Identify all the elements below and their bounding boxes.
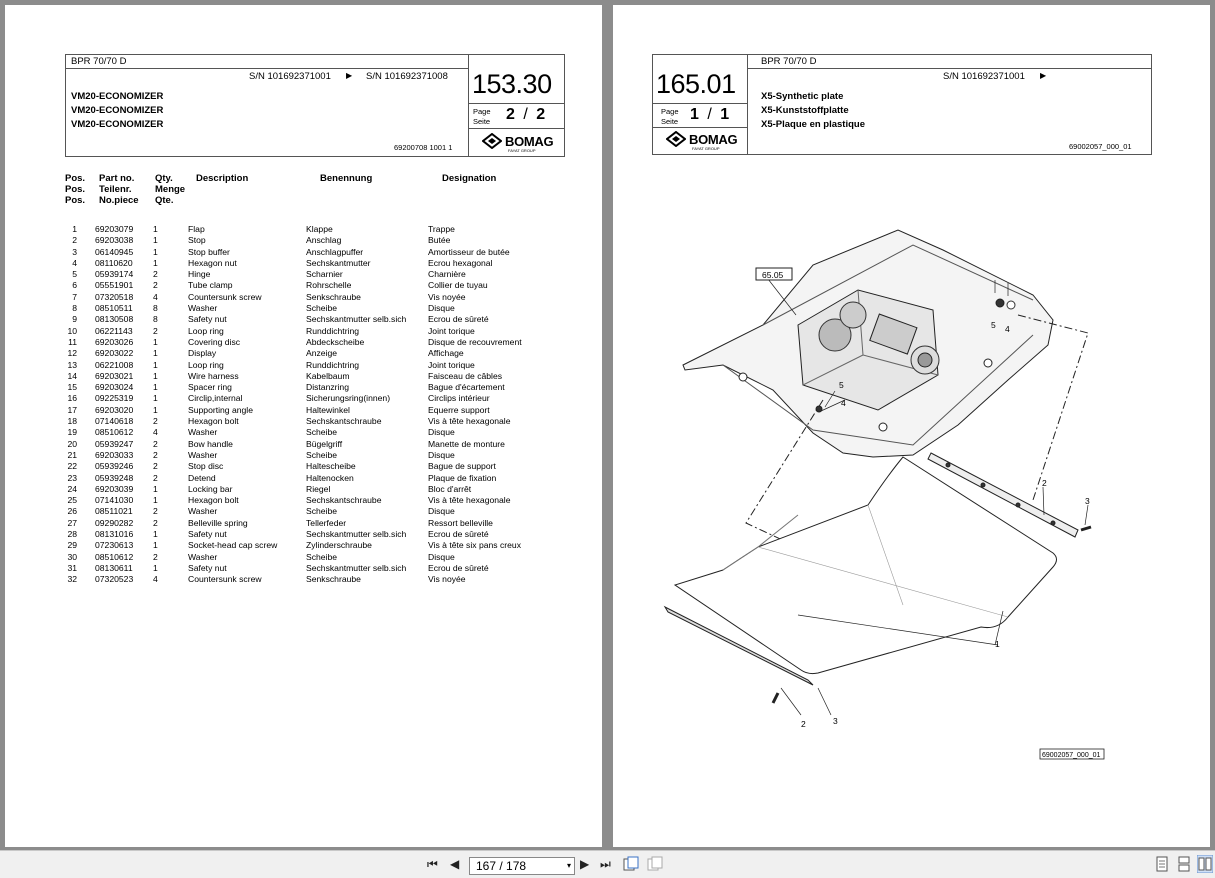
title-fr: X5-Plaque en plastique [761, 119, 865, 130]
row-pos: 7 [72, 291, 77, 302]
row-benennung: Distanzring [306, 382, 349, 393]
row-benennung: Zylinderschraube [306, 540, 372, 551]
row-pos: 13 [67, 359, 77, 370]
row-description: Detend [188, 472, 216, 483]
bomag-logo [666, 131, 738, 151]
callout-1: 1 [995, 639, 1000, 649]
page-dropdown-icon[interactable]: ▾ [566, 861, 571, 870]
row-qty: 2 [153, 269, 158, 280]
parts-table-row [59, 280, 544, 291]
row-designation: Bague de support [428, 461, 496, 472]
parts-table-row [59, 326, 544, 337]
parts-table-row [59, 574, 544, 585]
row-part-no: 69203033 [95, 449, 134, 460]
page-label-de: Seite [661, 117, 679, 126]
row-benennung: Haltescheibe [306, 461, 356, 472]
left-document-page [5, 5, 602, 847]
parts-table-row [59, 258, 544, 269]
parts-table-row [59, 540, 544, 551]
row-pos: 11 [68, 336, 77, 347]
drawing-id: 69002057_000_01 [1042, 752, 1101, 759]
group-number: 165.01 [656, 69, 736, 99]
row-benennung: Scheibe [306, 303, 338, 314]
row-pos: 23 [67, 472, 77, 483]
ref-box-label: 65.05 [762, 270, 784, 280]
row-designation: Vis à tête six pans creux [428, 540, 521, 551]
row-qty: 2 [153, 325, 158, 336]
row-designation: Ecrou hexagonal [428, 257, 493, 268]
row-benennung: Senkschraube [306, 574, 361, 585]
row-qty: 4 [153, 574, 158, 585]
row-qty: 2 [153, 551, 158, 562]
callout-4-left: 4 [841, 398, 846, 408]
row-qty: 1 [153, 370, 158, 381]
row-qty: 1 [153, 257, 158, 268]
row-pos: 26 [67, 506, 77, 517]
parts-table-row [59, 360, 544, 371]
row-qty: 2 [153, 506, 158, 517]
row-part-no: 69203020 [95, 404, 134, 415]
parts-table-row [59, 518, 544, 529]
row-designation: Circlips intérieur [428, 393, 490, 404]
row-designation: Vis à tête hexagonale [428, 416, 511, 427]
title-de: X5-Kunststoffplatte [761, 105, 849, 116]
row-part-no: 05551901 [95, 280, 134, 291]
row-part-no: 05939174 [95, 269, 134, 280]
row-designation: Equerre support [428, 404, 490, 415]
row-description: Safety nut [188, 314, 227, 325]
row-description: Stop [188, 235, 206, 246]
parts-table-row [59, 314, 544, 325]
row-qty: 2 [153, 280, 158, 291]
page-total: 1 [720, 106, 730, 123]
row-designation: Charnière [428, 269, 466, 280]
row-part-no: 07320518 [95, 291, 134, 302]
row-designation: Vis à tête hexagonale [428, 495, 511, 506]
page-count [506, 106, 545, 124]
row-part-no: 08510612 [95, 551, 134, 562]
row-part-no: 08131016 [95, 529, 134, 540]
bolt-2-bottom [773, 693, 778, 703]
row-description: Washer [188, 506, 218, 517]
right-title-block [652, 54, 1152, 155]
col-pos-header: Pos. Pos. Pos. [65, 173, 86, 206]
row-benennung: Tellerfeder [306, 517, 347, 528]
row-part-no: 69203039 [95, 483, 134, 494]
row-designation: Affichage [428, 348, 464, 359]
row-pos: 30 [67, 551, 77, 562]
row-description: Display [188, 348, 217, 359]
row-qty: 1 [153, 235, 158, 246]
row-pos: 27 [67, 517, 77, 528]
row-part-no: 05939247 [95, 438, 134, 449]
title-de: VM20-ECONOMIZER [71, 105, 164, 116]
row-designation: Ecrou de sûreté [428, 562, 489, 573]
viewer-toolbar [0, 850, 1215, 878]
row-description: Locking bar [188, 483, 233, 494]
group-number: 153.30 [472, 69, 552, 99]
callout-2-bottom: 2 [801, 719, 806, 729]
row-designation: Plaque de fixation [428, 472, 497, 483]
row-description: Bow handle [188, 438, 233, 449]
row-part-no: 08510511 [95, 303, 133, 314]
row-description: Socket-head cap screw [188, 540, 278, 551]
parts-table-row [59, 382, 544, 393]
serial-from: S/N 101692371001 [943, 71, 1025, 82]
row-benennung: Anzeige [306, 348, 338, 359]
row-designation: Disque [428, 551, 455, 562]
row-designation: Trappe [428, 224, 455, 234]
row-designation: Butée [428, 235, 451, 246]
row-description: Stop disc [188, 461, 224, 472]
row-qty: 4 [153, 427, 158, 438]
row-benennung: Abdeckscheibe [306, 336, 365, 347]
row-designation: Vis noyée [428, 291, 466, 302]
row-description: Loop ring [188, 325, 224, 336]
row-benennung: Klappe [306, 224, 333, 234]
row-description: Belleville spring [188, 517, 248, 528]
row-qty: 1 [153, 404, 158, 415]
page-label-de: Seite [473, 117, 491, 126]
parts-table-row [59, 393, 544, 404]
row-benennung: Rohrschelle [306, 280, 352, 291]
row-pos: 6 [72, 280, 77, 291]
title-en: VM20-ECONOMIZER [71, 91, 164, 102]
title-en: X5-Synthetic plate [761, 91, 844, 102]
row-designation: Joint torique [428, 359, 475, 370]
page-count [690, 106, 729, 124]
doc-code: 69002057_000_01 [1069, 142, 1132, 151]
last-page-icon[interactable]: ⏭ [600, 857, 611, 871]
rotate-icon[interactable] [623, 856, 639, 872]
bolt-3-top [1081, 527, 1091, 530]
row-pos: 22 [67, 461, 77, 472]
row-benennung: Bügelgriff [306, 438, 343, 449]
row-qty: 2 [153, 449, 158, 460]
row-qty: 1 [153, 495, 158, 506]
row-part-no: 08130611 [95, 562, 133, 573]
row-part-no: 69203038 [95, 235, 134, 246]
row-description: Supporting angle [188, 404, 253, 415]
row-benennung: Scharnier [306, 269, 343, 280]
first-page-icon[interactable]: ⏮ [427, 857, 438, 871]
col-benennung-header: Benennung [320, 173, 373, 184]
row-qty: 1 [153, 246, 158, 257]
row-designation: Ressort belleville [428, 517, 493, 528]
parts-table-row [59, 337, 544, 348]
parts-table-row [59, 416, 544, 427]
single-page-icon[interactable] [1155, 856, 1169, 872]
col-part-header: Part no. Teilenr. No.piece [99, 173, 139, 206]
row-description: Washer [188, 427, 218, 438]
row-benennung: Haltenocken [306, 472, 354, 483]
parts-table-row [59, 427, 544, 438]
row-pos: 20 [67, 438, 77, 449]
row-benennung: Sechskantmutter selb.sich [306, 562, 407, 573]
parts-table-row [59, 303, 544, 314]
row-qty: 1 [153, 224, 158, 234]
row-qty: 1 [153, 359, 158, 370]
parts-table-row [59, 495, 544, 506]
parts-table-row [59, 439, 544, 450]
callout-5-right: 5 [991, 320, 996, 330]
row-benennung: Anschlag [306, 235, 342, 246]
row-qty: 8 [153, 314, 158, 325]
row-description: Washer [188, 449, 218, 460]
row-designation: Faisceau de câbles [428, 370, 503, 381]
row-benennung: Sechskantmutter selb.sich [306, 529, 407, 540]
row-description: Wire harness [188, 370, 239, 381]
row-part-no: 69203022 [95, 348, 134, 359]
row-benennung: Sechskantschraube [306, 416, 382, 427]
row-benennung: Scheibe [306, 551, 338, 562]
row-part-no: 07141030 [95, 495, 134, 506]
row-part-no: 07140618 [95, 416, 134, 427]
parts-table-row [59, 461, 544, 472]
row-benennung: Runddichtring [306, 359, 360, 370]
row-pos: 25 [67, 495, 77, 506]
row-designation: Disque [428, 506, 455, 517]
row-part-no: 08510612 [95, 427, 134, 438]
page-indicator: 167 / 178 [476, 859, 527, 873]
col-description-header: Description [196, 173, 249, 184]
prev-page-icon[interactable]: ◀ [450, 857, 460, 871]
row-part-no: 06140945 [95, 246, 134, 257]
row-pos: 31 [67, 562, 77, 573]
row-pos: 12 [67, 348, 77, 359]
brand-sub: FAYAT GROUP [692, 146, 720, 151]
model-label: BPR 70/70 D [71, 56, 127, 67]
row-description: Tube clamp [188, 280, 233, 291]
row-description: Spacer ring [188, 382, 232, 393]
callout-5-left: 5 [839, 380, 844, 390]
row-pos: 18 [67, 416, 77, 427]
row-pos: 17 [67, 404, 77, 415]
row-description: Covering disc [188, 336, 241, 347]
row-part-no: 08511021 [95, 506, 133, 517]
parts-table-row [59, 224, 544, 235]
row-designation: Disque de recouvrement [428, 336, 522, 347]
row-part-no: 09225319 [95, 393, 134, 404]
row-qty: 1 [153, 382, 158, 393]
parts-table [59, 224, 544, 586]
row-benennung: Sicherungsring(innen) [306, 393, 391, 404]
parts-table-row [59, 348, 544, 359]
row-description: Safety nut [188, 529, 227, 540]
row-part-no: 06221008 [95, 359, 134, 370]
row-designation: Ecrou de sûreté [428, 529, 489, 540]
row-pos: 2 [72, 235, 77, 246]
row-description: Washer [188, 303, 218, 314]
page-number-field[interactable] [469, 857, 575, 875]
row-benennung: Anschlagpuffer [306, 246, 364, 257]
col-designation-header: Designation [442, 173, 497, 184]
row-benennung: Haltewinkel [306, 404, 350, 415]
bomag-diamond-icon [666, 131, 686, 147]
page-current: 2 [506, 106, 515, 123]
row-pos: 24 [67, 483, 77, 494]
row-designation: Disque [428, 449, 455, 460]
row-qty: 1 [153, 348, 158, 359]
row-part-no: 08110620 [95, 257, 133, 268]
row-designation: Manette de monture [428, 438, 505, 449]
row-benennung: Senkschraube [306, 291, 361, 302]
parts-table-row [59, 473, 544, 484]
left-title-block [65, 54, 565, 157]
row-description: Stop buffer [188, 246, 230, 257]
facing-icon[interactable] [1197, 855, 1213, 873]
page-total: 2 [536, 106, 546, 123]
row-benennung: Sechskantmutter selb.sich [306, 314, 407, 325]
row-qty: 4 [153, 291, 158, 302]
parts-table-row [59, 484, 544, 495]
row-qty: 1 [153, 393, 158, 404]
row-designation: Collier de tuyau [428, 280, 488, 291]
row-pos: 21 [67, 449, 77, 460]
doc-code: 69200708 1001 1 [394, 143, 453, 152]
page-current: 1 [690, 106, 699, 123]
row-pos: 32 [67, 574, 77, 585]
callout-3-bottom: 3 [833, 716, 838, 726]
row-designation: Joint torique [428, 325, 475, 336]
row-designation: Bloc d'arrêt [428, 483, 472, 494]
page-label-en: Page [473, 107, 491, 116]
row-benennung: Kabelbaum [306, 370, 350, 381]
parts-table-row [59, 563, 544, 574]
parts-table-row [59, 552, 544, 563]
row-pos: 3 [72, 246, 77, 257]
row-designation: Disque [428, 303, 455, 314]
row-part-no: 07320523 [95, 574, 134, 585]
parts-table-row [59, 269, 544, 280]
row-pos: 9 [72, 314, 77, 325]
serial-arrow-icon: ▶ [346, 71, 353, 80]
parts-table-row [59, 450, 544, 461]
row-description: Flap [188, 224, 205, 234]
brand-name: BOMAG [689, 131, 738, 147]
row-qty: 2 [153, 416, 158, 427]
row-designation: Disque [428, 427, 455, 438]
row-qty: 2 [153, 438, 158, 449]
row-pos: 8 [72, 303, 77, 314]
row-pos: 28 [67, 529, 77, 540]
serial-to: S/N 101692371008 [366, 71, 448, 82]
parts-table-row [59, 371, 544, 382]
row-description: Loop ring [188, 359, 224, 370]
brand-name: BOMAG [505, 133, 554, 149]
row-benennung: Sechskantmutter [306, 257, 371, 268]
row-part-no: 05939248 [95, 472, 134, 483]
row-benennung: Runddichtring [306, 325, 360, 336]
row-designation: Ecrou de sûreté [428, 314, 489, 325]
row-description: Washer [188, 551, 218, 562]
copy-icon[interactable] [647, 856, 663, 872]
row-part-no: 69203079 [95, 224, 134, 234]
serial-from: S/N 101692371001 [249, 71, 331, 82]
row-qty: 2 [153, 517, 158, 528]
row-part-no: 69203024 [95, 382, 134, 393]
row-benennung: Scheibe [306, 449, 338, 460]
page-separator: / [523, 106, 528, 123]
row-part-no: 08130508 [95, 314, 134, 325]
row-part-no: 69203021 [95, 370, 134, 381]
row-qty: 1 [153, 529, 158, 540]
title-fr: VM20-ECONOMIZER [71, 119, 164, 130]
row-part-no: 06221143 [95, 325, 133, 336]
row-pos: 16 [67, 393, 77, 404]
parts-table-row [59, 292, 544, 303]
row-part-no: 07230613 [95, 540, 134, 551]
row-pos: 10 [67, 325, 77, 336]
row-designation: Bague d'écartement [428, 382, 505, 393]
row-description: Safety nut [188, 562, 227, 573]
parts-table-row [59, 235, 544, 246]
row-pos: 4 [72, 257, 77, 268]
row-pos: 1 [72, 224, 77, 234]
row-description: Hexagon nut [188, 257, 237, 268]
row-pos: 14 [67, 370, 77, 381]
continuous-icon[interactable] [1177, 856, 1191, 872]
row-qty: 1 [153, 540, 158, 551]
row-pos: 29 [67, 540, 77, 551]
row-part-no: 69203026 [95, 336, 134, 347]
row-qty: 1 [153, 562, 158, 573]
row-qty: 8 [153, 303, 158, 314]
row-qty: 2 [153, 461, 158, 472]
row-designation: Amortisseur de butée [428, 246, 510, 257]
callout-3-top: 3 [1085, 496, 1090, 506]
row-benennung: Scheibe [306, 506, 338, 517]
row-qty: 1 [153, 483, 158, 494]
parts-table-row [59, 405, 544, 416]
page-label-en: Page [661, 107, 679, 116]
parts-table-row [59, 247, 544, 258]
row-qty: 2 [153, 472, 158, 483]
row-description: Hexagon bolt [188, 416, 239, 427]
row-benennung: Sechskantschraube [306, 495, 382, 506]
page-separator: / [707, 106, 712, 123]
row-description: Hexagon bolt [188, 495, 239, 506]
row-description: Countersunk screw [188, 574, 262, 585]
callout-2-top: 2 [1042, 478, 1047, 488]
row-pos: 5 [72, 269, 77, 280]
parts-table-row [59, 529, 544, 540]
serial-arrow-icon: ▶ [1040, 71, 1047, 80]
row-benennung: Riegel [306, 483, 331, 494]
right-document-page [613, 5, 1210, 847]
row-part-no: 05939246 [95, 461, 134, 472]
row-part-no: 09290282 [95, 517, 134, 528]
exploded-view-drawing [613, 175, 1210, 795]
row-description: Countersunk screw [188, 291, 262, 302]
row-description: Hinge [188, 269, 211, 280]
model-label: BPR 70/70 D [761, 56, 817, 67]
row-designation: Vis noyée [428, 574, 466, 585]
row-pos: 19 [67, 427, 77, 438]
callout-4-right: 4 [1005, 324, 1010, 334]
row-qty: 1 [153, 336, 158, 347]
row-description: Circlip,internal [188, 393, 243, 404]
bomag-logo [482, 133, 554, 153]
parts-table-row [59, 506, 544, 517]
row-benennung: Scheibe [306, 427, 338, 438]
bomag-diamond-icon [482, 133, 502, 149]
next-page-icon[interactable]: ▶ [580, 857, 590, 871]
col-qty-header: Qty. Menge Qte. [155, 173, 186, 206]
row-pos: 15 [67, 382, 77, 393]
brand-sub: FAYAT GROUP [508, 148, 536, 153]
